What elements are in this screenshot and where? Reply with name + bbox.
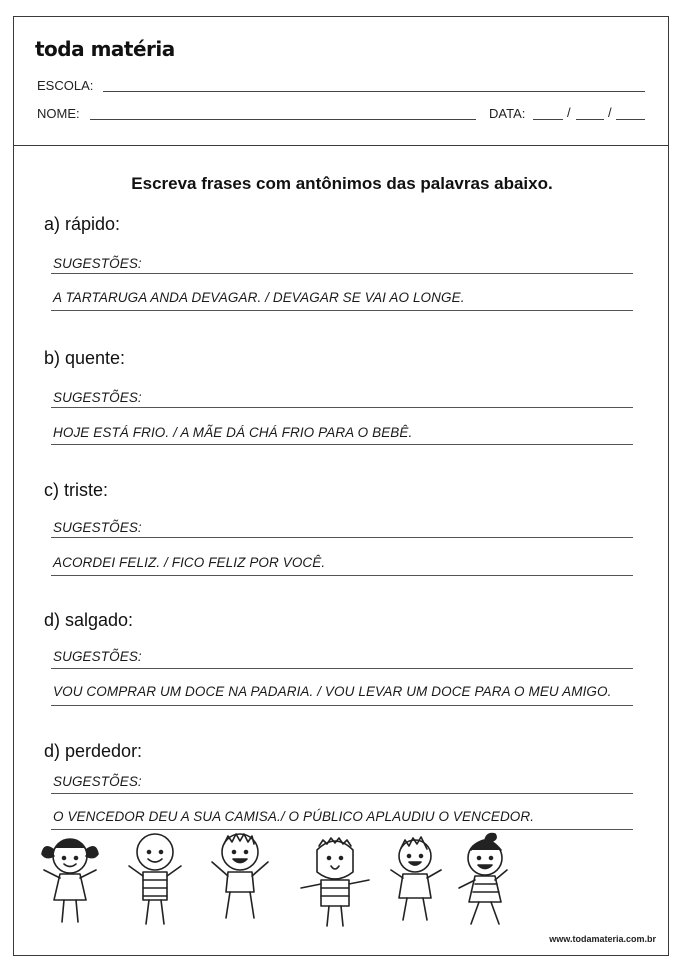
question-title: b) quente: [44,348,126,368]
data-year-field[interactable] [616,119,645,120]
suggestion-answer: VOU COMPRAR UM DOCE NA PADARIA. / VOU LEVAR UM DOCE PARA O MEU AMIGO. [53,684,612,699]
nome-label: NOME: [37,106,80,121]
worksheet [13,16,669,956]
suggestion-label: SUGESTÕES: [53,649,142,664]
suggestion-answer: O VENCEDOR DEU A SUA CAMISA./ O PÚBLICO APLAUDIU O VENCEDOR. [53,809,535,824]
data-month-field[interactable] [576,119,604,120]
suggestion-answer: ACORDEI FELIZ. / FICO FELIZ POR VOCÊ. [53,555,326,570]
question-title: d) perdedor: [44,741,143,761]
kid-figure [42,839,98,922]
logo-text-a: toda [35,37,91,61]
answer-line [51,668,633,669]
suggestion-label: SUGESTÕES: [53,520,142,535]
answer-line [51,444,633,445]
date-slash: / [608,105,612,120]
kid-figure [459,834,507,924]
escola-field[interactable] [103,91,645,92]
logo [35,37,175,61]
kid-figure [212,834,268,918]
kid-figure [129,834,181,924]
question-title: c) triste: [44,480,109,500]
data-day-field[interactable] [533,119,563,120]
answer-line [51,575,633,576]
answer-line [51,407,633,408]
escola-label: ESCOLA: [37,78,94,93]
children-doodle-illustration [20,832,540,937]
suggestion-label: SUGESTÕES: [53,256,142,271]
suggestion-answer: A TARTARUGA ANDA DEVAGAR. / DEVAGAR SE VAI AO LONGE. [53,290,465,305]
worksheet-header [14,17,668,146]
suggestion-label: SUGESTÕES: [53,390,142,405]
nome-field[interactable] [90,119,476,120]
kid-figure [391,837,441,920]
question-title: d) salgado: [44,610,134,630]
data-label: DATA: [489,106,526,121]
question-title: a) rápido: [44,214,121,234]
answer-line [51,310,633,311]
date-slash: / [567,105,571,120]
answer-line [51,829,633,830]
instruction-heading: Escreva frases com antônimos das palavras abaixo. [131,174,553,193]
answer-line [51,273,633,274]
footer-url: www.todamateria.com.br [549,934,656,944]
logo-text-b: matéria [90,37,175,61]
answer-line [51,537,633,538]
answer-line [51,793,633,794]
suggestion-label: SUGESTÕES: [53,774,142,789]
suggestion-answer: HOJE ESTÁ FRIO. / A MÃE DÁ CHÁ FRIO PARA O BEBÊ. [53,425,413,440]
kid-figure [301,838,369,926]
answer-line [51,705,633,706]
